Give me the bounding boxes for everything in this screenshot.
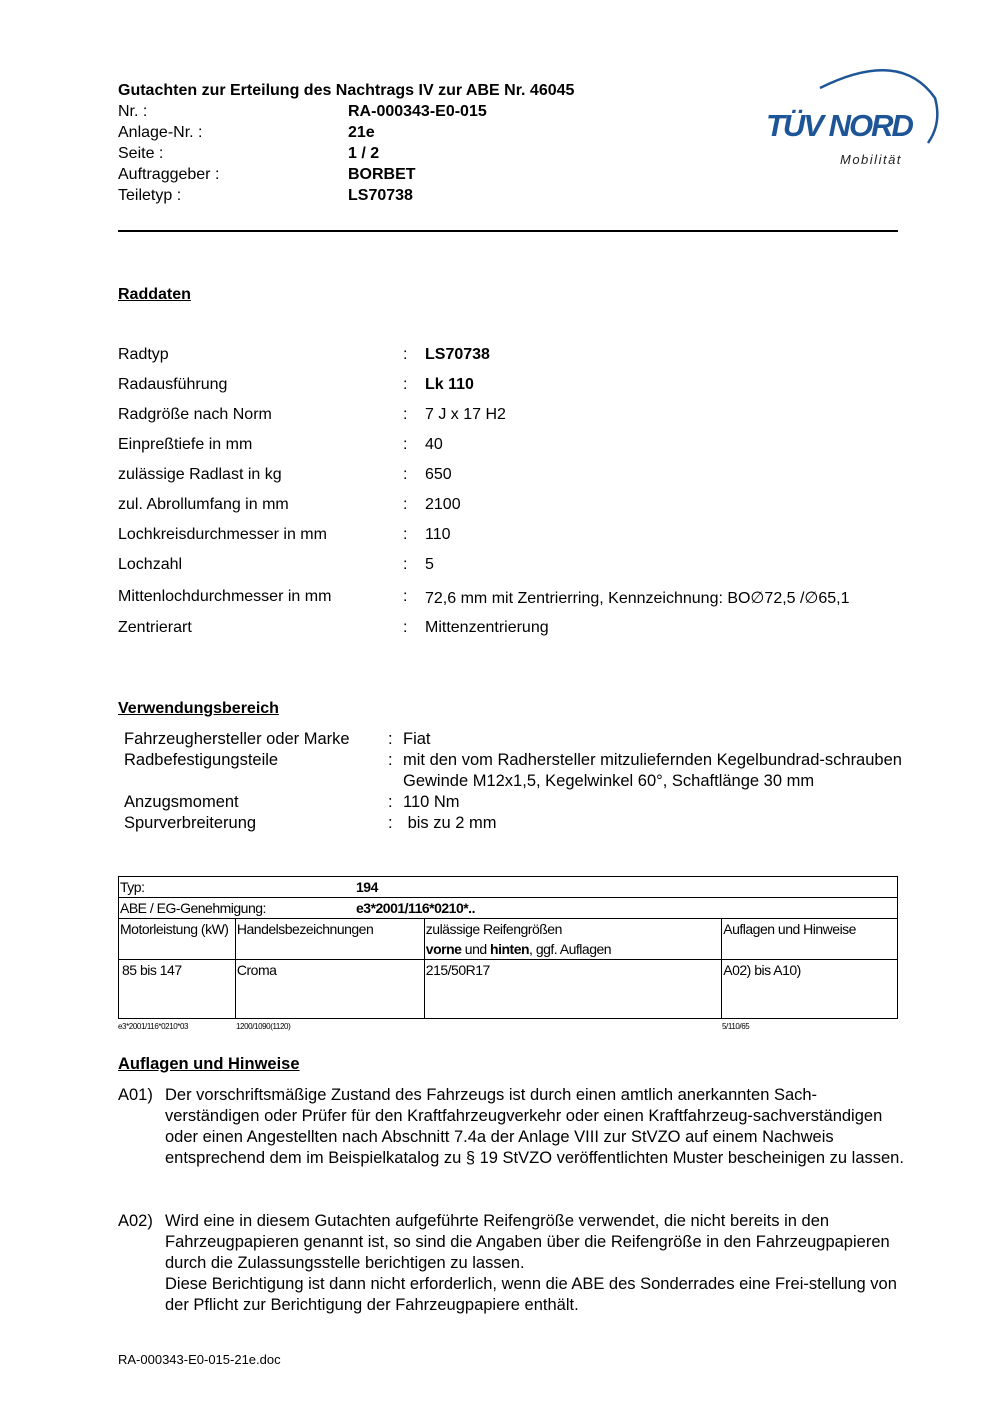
cell-reifen: 215/50R17 — [424, 960, 721, 1019]
footer-filename: RA-000343-E0-015-21e.doc — [118, 1352, 281, 1367]
header-label: Nr. : — [118, 103, 148, 120]
auflage-text: Wird eine in diesem Gutachten aufgeführte Reifengröße verwendet, die nicht bereits in den Fahrzeugpapieren genannt ist, so sind die Angaben über die Reifengröße in den Fahrzeugpapieren durch die Zulassungsstelle berichtigen zu lassen. — [165, 1212, 890, 1272]
header-label: Auftraggeber : — [118, 166, 220, 183]
auflagen-heading: Auflagen und Hinweise — [118, 1055, 300, 1073]
verwendung-label: Fahrzeughersteller oder Marke — [124, 730, 350, 748]
raddaten-label: zul. Abrollumfang in mm — [118, 496, 289, 513]
raddaten-value: 110 — [425, 526, 451, 543]
verwendung-value: 110 Nm — [403, 793, 460, 811]
header-field-nr — [118, 101, 738, 122]
verwendung-label: Spurverbreiterung — [124, 814, 257, 832]
raddaten-value: 72,6 mm mit Zentrierring, Kennzeichnung: BO∅72,5 /∅65,1 — [425, 590, 850, 607]
raddaten-label: Radausführung — [118, 376, 228, 393]
raddaten-row: Mittenlochdurchmesser in mm : 72,6 mm mit Zentrierring, Kennzeichnung: BO∅72,5 /∅65,1 — [118, 588, 850, 610]
logo-brand: TÜV NORD — [766, 108, 912, 143]
verwendung-row: Fahrzeughersteller oder Marke : Fiat — [124, 729, 904, 750]
abe-value: e3*2001/116*0210*.. — [356, 900, 475, 916]
raddaten-heading: Raddaten — [118, 286, 191, 303]
header-value: BORBET — [348, 166, 416, 183]
raddaten-row: Einpreßtiefe in mm : 40 — [118, 436, 443, 458]
table-row-typ — [119, 877, 898, 898]
raddaten-label: Zentrierart — [118, 619, 192, 636]
typ-value: 194 — [356, 879, 378, 895]
raddaten-row: Lochzahl : 5 — [118, 556, 434, 578]
verwendung-list — [124, 729, 904, 834]
header-value: LS70738 — [348, 187, 413, 204]
table-row — [119, 960, 898, 1019]
verwendung-label: Radbefestigungsteile — [124, 751, 279, 769]
typ-label: Typ: — [120, 879, 145, 895]
col-header-auflagen: Auflagen und Hinweise — [722, 919, 898, 960]
logo-subtitle: Mobilität — [840, 152, 902, 167]
raddaten-row: Zentrierart : Mittenzentrierung — [118, 619, 549, 641]
header-value: 1 / 2 — [348, 145, 380, 162]
auflage-a02 — [118, 1211, 908, 1316]
verwendung-value: Fiat — [403, 730, 431, 748]
raddaten-label: Mittenlochdurchmesser in mm — [118, 588, 332, 605]
header-field-seite — [118, 143, 738, 164]
raddaten-row: Radausführung : Lk 110 — [118, 376, 474, 398]
header-field-auftraggeber — [118, 164, 738, 185]
table-header-row — [119, 919, 898, 960]
raddaten-value: 650 — [425, 466, 452, 483]
raddaten-value: 7 J x 17 H2 — [425, 406, 506, 423]
auflage-id: A01) — [118, 1086, 153, 1104]
verwendung-row: Spurverbreiterung : bis zu 2 mm — [124, 813, 904, 834]
raddaten-label: Radgröße nach Norm — [118, 406, 272, 423]
header-value: 21e — [348, 124, 375, 141]
cell-auflagen: A02) bis A10) — [722, 960, 898, 1019]
raddaten-row: zulässige Radlast in kg : 650 — [118, 466, 452, 488]
header-field-anlage — [118, 122, 738, 143]
raddaten-row: Radtyp : LS70738 — [118, 346, 490, 368]
document-title: Gutachten zur Erteilung des Nachtrags IV zur ABE Nr. 46045 — [118, 82, 575, 99]
auflage-text-2: Diese Berichtigung ist dann nicht erforderlich, wenn die ABE des Sonderrades eine Frei-stellung von der Pflicht zur Berichtigung der Fahrzeugpapiere enthält. — [165, 1275, 897, 1314]
header-divider — [118, 230, 898, 232]
header-field-teiletyp — [118, 185, 738, 206]
cell-motor: 85 bis 147 — [119, 960, 236, 1019]
auflage-text: Der vorschriftsmäßige Zustand des Fahrzeugs ist durch einen amtlich anerkannten Sach-verständigen oder Prüfer für den Kraftfahrzeugverkehr oder einen Kraftfahrzeug-sachverständigen oder einen Angestellten nach Abschnitt 7.4a der Anlage VIII zur StVZO auf einem Nachweis entsprechend dem im Beispielkatalog zu § 19 StVZO veröffentlichten Muster bescheinigen zu lassen. — [165, 1086, 904, 1167]
document-header — [118, 80, 738, 206]
abe-label: ABE / EG-Genehmigung: — [120, 900, 266, 916]
verwendung-row: Radbefestigungsteile : mit den vom Radhersteller mitzuliefernden Kegelbundrad-schrauben Gewinde M12x1,5, Kegelwinkel 60°, Schaftlänge 30 mm — [124, 751, 902, 790]
raddaten-value: Lk 110 — [425, 376, 474, 393]
raddaten-label: zulässige Radlast in kg — [118, 466, 282, 483]
small-print-genehmigung: e3*2001/116*0210*03 — [118, 1022, 189, 1031]
header-label: Teiletyp : — [118, 187, 182, 204]
raddaten-value: 5 — [425, 556, 434, 573]
verwendung-label: Anzugsmoment — [124, 793, 239, 811]
header-value: RA-000343-E0-015 — [348, 103, 487, 120]
raddaten-value: LS70738 — [425, 346, 490, 363]
fahrzeug-table — [118, 876, 898, 1019]
verwendung-row: Anzugsmoment : 110 Nm — [124, 792, 904, 813]
auflage-a01 — [118, 1085, 908, 1169]
raddaten-row: zul. Abrollumfang in mm : 2100 — [118, 496, 461, 518]
auflage-id: A02) — [118, 1212, 153, 1230]
header-label: Anlage-Nr. : — [118, 124, 203, 141]
raddaten-value: 40 — [425, 436, 443, 453]
raddaten-row: Lochkreisdurchmesser in mm : 110 — [118, 526, 451, 548]
raddaten-value: 2100 — [425, 496, 461, 513]
col-header-handel: Handelsbezeichnungen — [235, 919, 424, 960]
col-header-reifen: zulässige Reifengrößen vorne und hinten, ggf. Auflagen — [424, 919, 721, 960]
col-header-motor: Motorleistung (kW) — [119, 919, 236, 960]
tuv-nord-logo — [760, 58, 940, 178]
raddaten-label: Einpreßtiefe in mm — [118, 436, 253, 453]
header-label: Seite : — [118, 145, 164, 162]
table-row-abe — [119, 898, 898, 919]
raddaten-label: Radtyp — [118, 346, 169, 363]
verwendung-value: bis zu 2 mm — [403, 814, 497, 832]
raddaten-label: Lochzahl — [118, 556, 183, 573]
raddaten-value: Mittenzentrierung — [425, 619, 549, 636]
small-print-lochkreis: 5/110/65 — [722, 1022, 750, 1031]
cell-handel: Croma — [235, 960, 424, 1019]
verwendung-heading: Verwendungsbereich — [118, 700, 279, 717]
verwendung-value: mit den vom Radhersteller mitzuliefernden Kegelbundrad-schrauben Gewinde M12x1,5, Kegelwinkel 60°, Schaftlänge 30 mm — [403, 751, 902, 790]
raddaten-row: Radgröße nach Norm : 7 J x 17 H2 — [118, 406, 506, 428]
raddaten-label: Lochkreisdurchmesser in mm — [118, 526, 327, 543]
small-print-masse: 1200/1090(1120) — [236, 1022, 291, 1031]
